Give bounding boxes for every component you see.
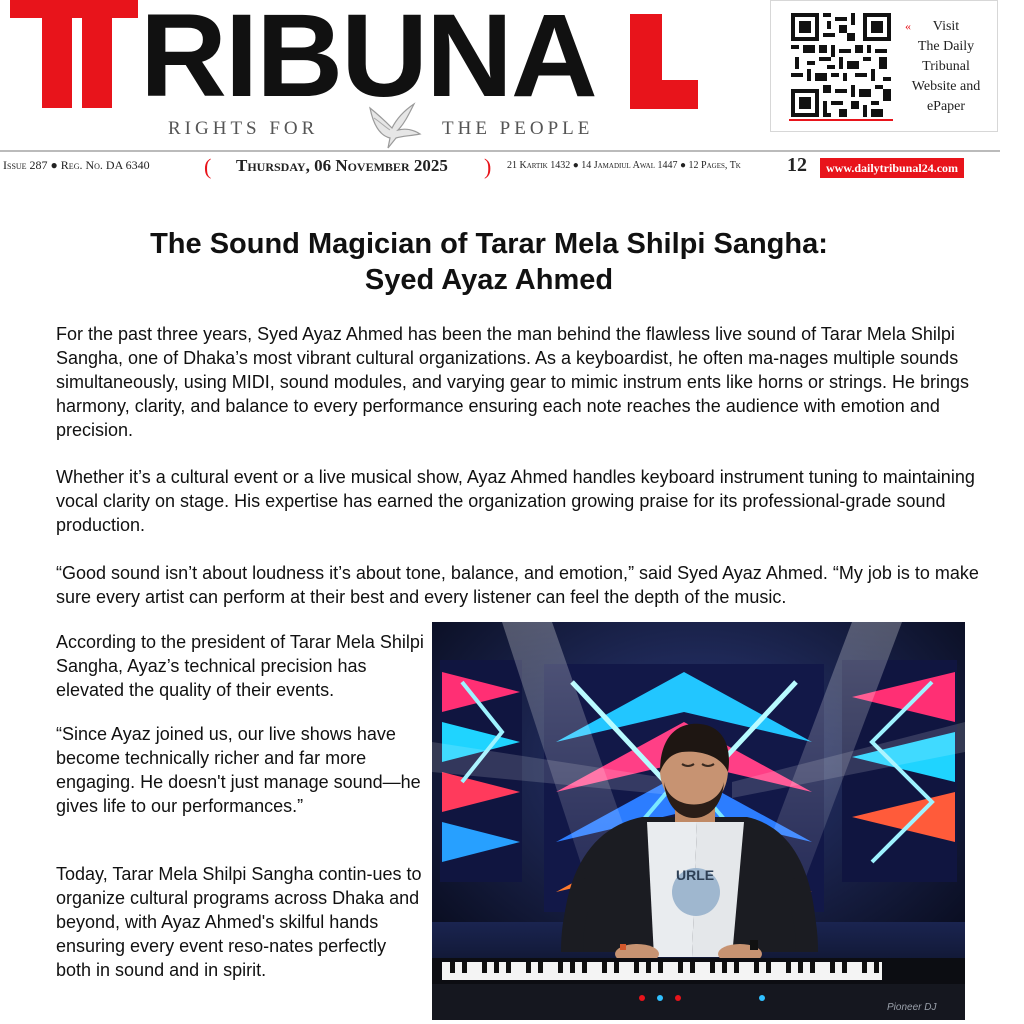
- arrow-left-icon: «: [905, 19, 911, 33]
- article-paragraph: For the past three years, Syed Ayaz Ahmed has been the man behind the flawless live sound of Tarar Mela Shilpi Sangha, one of Dhaka’s most vibrant cultural organizations. As a keyboardist, he often ma-nages multiple sounds simultaneously, using MIDI, sound modules, and varying gear to mimic instrum ents like horns or strings. He brings harmony, clarity, and balance to every performance ensuring each note reaches the audience with emotion and precision.: [56, 324, 970, 440]
- article-paragraph: Whether it’s a cultural event or a live musical show, Ayaz Ahmed handles keyboard instrument tuning to maintaining vocal clarity on stage. His expertise has earned the organization growing praise for its professional-grade sound production.: [56, 467, 975, 535]
- masthead-rule: [0, 150, 1000, 152]
- qr-caption-line: The Daily: [917, 39, 975, 54]
- website-link[interactable]: www.dailytribunal24.com: [820, 158, 964, 178]
- qr-caption: [901, 17, 991, 117]
- masthead-l-mark: [630, 14, 698, 109]
- qr-caption-line: Tribunal: [922, 59, 970, 74]
- article-photo: [432, 622, 965, 1020]
- qr-caption-line: ePaper: [926, 99, 966, 114]
- date-close-bracket: ): [484, 154, 492, 179]
- issue-info: Issue 287 ● Reg. No. DA 6340: [3, 158, 150, 172]
- shirt-text: URLE: [676, 867, 715, 883]
- keyboard: [432, 958, 965, 1020]
- calendar-info: 21 Kartik 1432 ● 14 Jamadiul Awal 1447 ● 12 Pages, Tk: [507, 160, 741, 171]
- qr-caption-line: Website and: [911, 79, 981, 94]
- qr-caption-line: Visit: [932, 19, 960, 34]
- article-paragraph: Today, Tarar Mela Shilpi Sangha contin-ues to organize cultural programs across Dhaka and beyond, with Ayaz Ahmed's skilful hands ensuring every event reso-nates perfectly both in sound and in spirit.: [56, 864, 422, 980]
- qr-code-icon[interactable]: [791, 13, 891, 117]
- masthead-t-logo: [10, 0, 138, 108]
- publication-date: Thursday, 06 November 2025: [236, 156, 448, 175]
- dateline: [0, 154, 1000, 180]
- masthead: [0, 0, 1024, 150]
- date-open-bracket: (: [204, 154, 212, 179]
- article-paragraph: According to the president of Tarar Mela Shilpi Sangha, Ayaz’s technical precision has elevated the quality of their events.: [56, 632, 424, 700]
- article-quote: “Since Ayaz joined us, our live shows have become technically richer and far more engaging. He doesn't just manage sound—he gives life to our performances.”: [56, 724, 421, 816]
- qr-promo[interactable]: [770, 0, 998, 132]
- headline-name: Syed Ayaz Ahmed: [364, 264, 614, 296]
- dove-icon: [362, 98, 426, 150]
- price: 12: [787, 154, 807, 176]
- article-paragraph: “Good sound isn’t about loudness it’s about tone, balance, and emotion,” said Syed Ayaz Ahmed. “My job is to make sure every artist can perform at their best and every listener can feel the depth of the music.: [56, 563, 979, 607]
- tagline-right: THE PEOPLE: [442, 118, 594, 139]
- deck-brand: Pioneer DJ: [887, 1002, 937, 1013]
- qr-underline: [789, 119, 893, 121]
- article-headline: [0, 226, 978, 298]
- masthead-wordmark: RIBUNA: [140, 0, 596, 122]
- tagline-left: RIGHTS FOR: [168, 118, 319, 139]
- headline-title: The Sound Magician of Tarar Mela Shilpi Sangha:: [150, 228, 828, 260]
